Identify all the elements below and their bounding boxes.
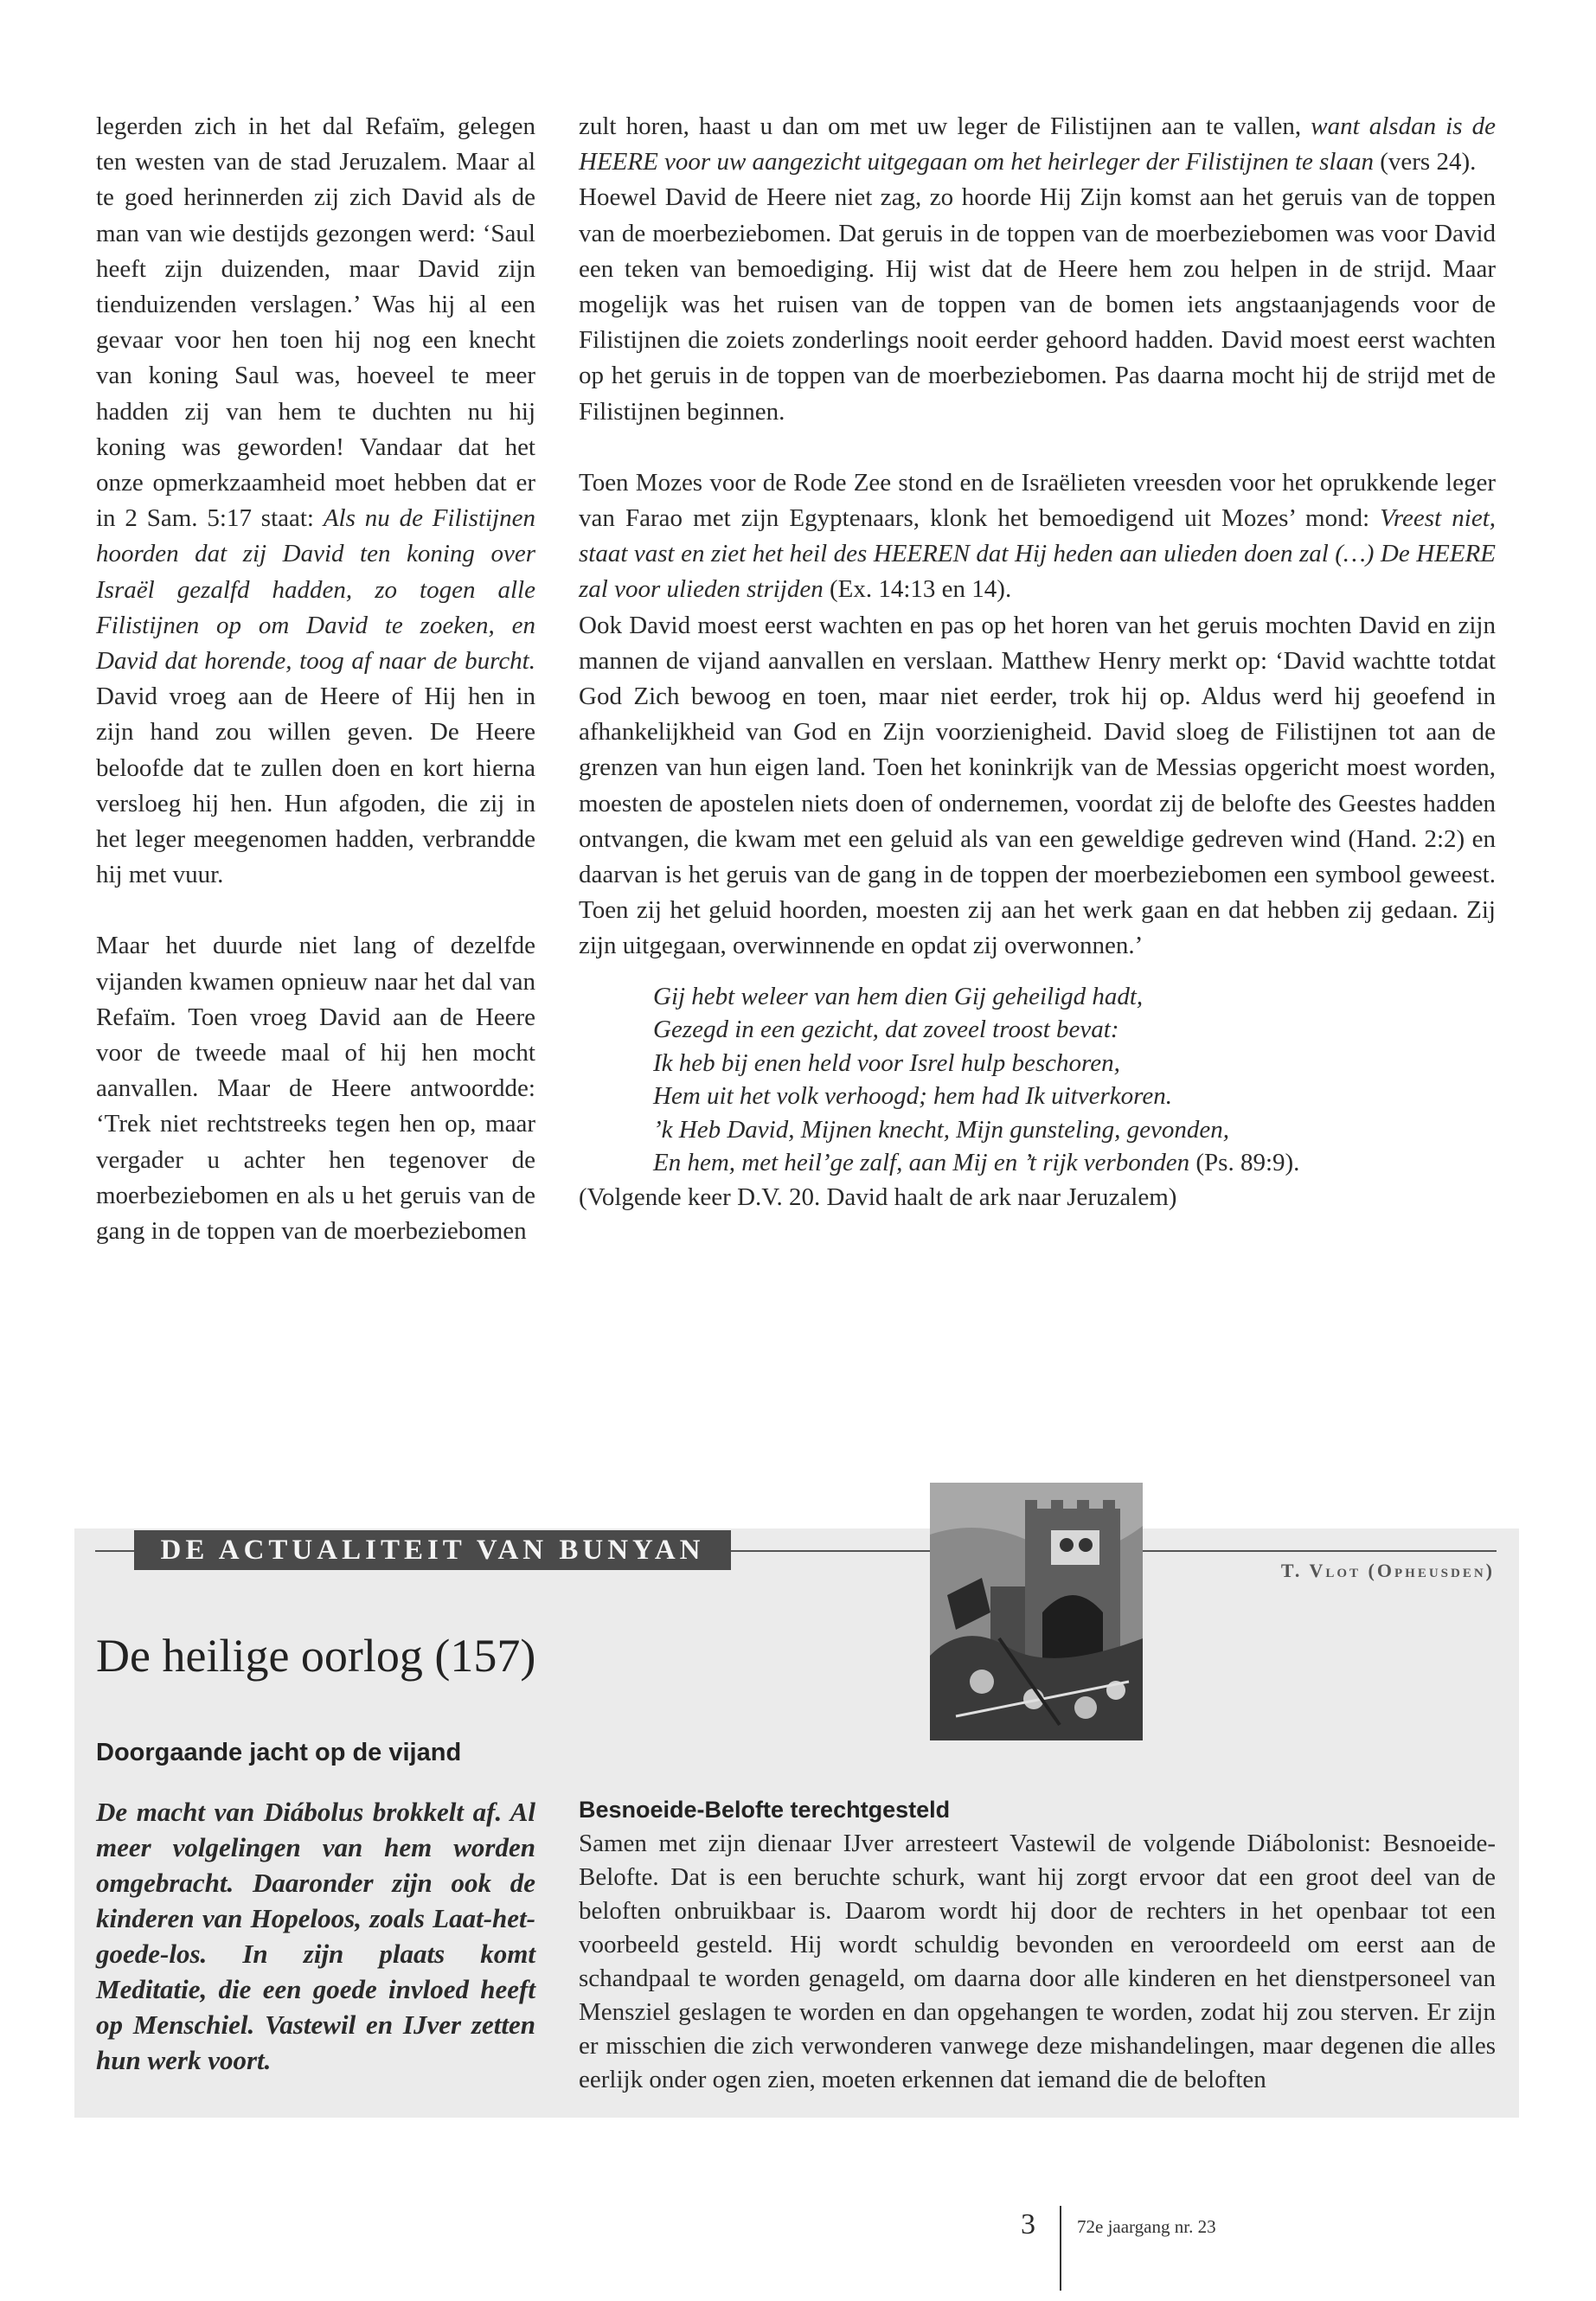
scripture-quote: want alsdan is de HEERE voor uw aangezicht uitgegaan om het heirleger der Filistijnen te slaan <box>579 112 1496 176</box>
left-paragraph-2: Maar het duurde niet lang of dezelfde vijanden kwamen opnieuw naar het dal van Refaïm. Toen vroeg David aan de Heere voor de tweede maal of hij hen mocht aanvallen. Maar de Heere antwoordde: ‘Trek niet rechtstreeks tegen hen op, maar vergader u achter hen tegenover de moerbeziebomen en als u het geruis van de gang in de toppen van de moerbeziebomen <box>96 932 535 1246</box>
right-paragraph-4: Ook David moest eerst wachten en pas op het horen van het geruis mochten David en zijn mannen de vijand aanvallen en verslaan. Matthew Henry merkt op: ‘David wachtte totdat God Zich bewoog en toen, maar niet eerder, trok hij op. Aldus werd hij geoefend in afhankelijkheid van God en Zijn voorzienigheid. David sloeg de Filistijnen tot aan de grenzen van hun eigen land. Toen het koninkrijk van de Messias opgericht moest worden, moesten de apostelen niets doen of ondernemen, voordat zij de belofte des Geestes hadden ontvangen, die kwam met een geluid als van een geweldige gedreven wind (Hand. 2:2) en daarvan is het geruis van de gang in de toppen der moerbeziebomen een symbool geweest. Toen zij het geluid hoorden, moesten zij aan het werk gaan en dat hebben zij gedaan. Zij zijn uitgegaan, overwinnende en opdat zij overwonnen.’ <box>579 611 1496 960</box>
subtitle-right: Besnoeide-Belofte terechtgesteld <box>579 1797 951 1823</box>
left-paragraph-1: legerden zich in het dal Refaïm, gelegen ten westen van de stad Jeruzalem. Maar al te goed herinnerden zij zich David als de man van wie destijds gezongen werd: ‘Saul heeft zijn duizenden, maar David zijn tienduizenden verslagen.’ Was hij al een gevaar voor hen toen hij nog een knecht van koning Saul was, hoeveel te meer hadden zij van hem te duchten nu hij koning was geworden! Vandaar dat het onze opmerkzaamheid moet hebben dat er in 2 Sam. 5:17 staat: Als nu de Filistijnen hoorden dat zij David ten koning over Israël gezalfd hadden, zo togen alle Filistijnen op om David te zoeken, en David dat horende, toog af naar de burcht. David vroeg aan de Heere of Hij hen in zijn hand zou willen geven. De Heere beloofde dat te zullen doen en kort hierna versloeg hij hen. Hun afgoden, die zij in het leger meegenomen hadden, verbrandde hij met vuur. <box>96 112 535 889</box>
left-column <box>96 109 535 1249</box>
right-paragraph-2: Hoewel David de Heere niet zag, zo hoorde Hij Zijn komst aan het geruis van de toppen van de moerbeziebomen. Dat geruis in de toppen van de moerbeziebomen was voor David een teken van bemoediging. Hij wist dat de Heere hem zou helpen in de strijd. Maar mogelijk was het ruisen van de toppen van de bomen iets angstaanjagends voor de Filistijnen die zoiets zonderlings nooit eerder gehoord hadden. David moest eerst wachten op het geruis in de toppen van de moerbeziebomen. Pas daarna mocht hij de strijd met de Filistijnen beginnen. <box>579 183 1496 426</box>
next-episode-note: (Volgende keer D.V. 20. David haalt de ark naar Jeruzalem) <box>579 1183 1177 1211</box>
right-column <box>579 109 1496 1215</box>
poem-line: Gezegd in een gezicht, dat zoveel troost bevat: <box>653 1016 1119 1044</box>
poem-line: Hem uit het volk verhoogd; hem had Ik uitverkoren. <box>653 1082 1172 1111</box>
poem-line: ’k Heb David, Mijnen knecht, Mijn gunsteling, gevonden, <box>653 1115 1229 1144</box>
scripture-quote: Vreest niet, staat vast en ziet het heil des HEEREN dat Hij heden aan ulieden doen zal (…) De HEERE zal voor ulieden strijden <box>579 504 1496 604</box>
series-heading: DE ACTUALITEIT VAN BUNYAN <box>134 1530 731 1570</box>
article-title: De heilige oorlog (157) <box>96 1630 536 1682</box>
poem-line: Gij hebt weleer van hem dien Gij geheiligd hadt, <box>653 982 1144 1010</box>
issue-label: 72e jaargang nr. 23 <box>1077 2216 1216 2237</box>
poem-line: Ik heb bij enen held voor Isrel hulp beschoren, <box>653 1048 1120 1077</box>
right-paragraph-3: Toen Mozes voor de Rode Zee stond en de Israëlieten vreesden voor het oprukkende leger van Farao met zijn Egyptenaars, klonk het bemoedigend uit Mozes’ mond: Vreest niet, staat vast en ziet het heil des HEEREN dat Hij heden aan ulieden doen zal (…) De HEERE zal voor ulieden strijden (Ex. 14:13 en 14). <box>579 468 1496 604</box>
scripture-quote: Als nu de Filistijnen hoorden dat zij David ten koning over Israël gezalfd hadden, zo togen alle Filistijnen op om David te zoeken, en David dat horende, toog af naar de burcht. <box>96 504 535 676</box>
article-body: Samen met zijn dienaar IJver arresteert Vastewil de volgende Diábolonist: Besnoeide-Belofte. Dat is een beruchte schurk, want hij zorgt ervoor dat een groot deel van de beloften onbruikbaar is. Daarom wordt hij door de rechters in het openbaar tot een voorbeeld gesteld. Hij wordt schuldig bevonden en veroordeeld om eerst aan de schandpaal te worden genageld, om daarna door alle kinderen en het dienstpersoneel van Mensziel geslagen te worden en dan opgehangen te worden, zodat hij zou sterven. Er zijn er misschien die zich verwonderen vanwege deze mishandelingen, maar degenen die alles eerlijk onder ogen zien, moeten erkennen dat iemand die de beloften <box>579 1830 1496 2093</box>
right-paragraph-1: zult horen, haast u dan om met uw leger de Filistijnen aan te vallen, want alsdan is de HEERE voor uw aangezicht uitgegaan om het heirleger der Filistijnen te slaan (vers 24). <box>579 112 1496 176</box>
subtitle-left: Doorgaande jacht op de vijand <box>96 1739 462 1766</box>
author-byline: T. Vlot (Opheusden) <box>1280 1560 1495 1581</box>
page-number: 3 <box>1021 2208 1035 2240</box>
castle-illustration <box>930 1483 1143 1740</box>
poem-line-last: En hem, met heil’ge zalf, aan Mij en ’t rijk verbonden (Ps. 89:9). <box>653 1149 1300 1177</box>
footer-divider <box>1060 2206 1061 2291</box>
intro-lead: De macht van Diábolus brokkelt af. Al meer volgelingen van hem worden omgebracht. Daaronder zijn ook de kinderen van Hopeloos, zoals Laat-het-goede-los. In zijn plaats komt Meditatie, die een goede invloed heeft op Menschiel. Vastewil en IJver zetten hun werk voort. <box>96 1797 535 2075</box>
psalm-poem <box>653 980 1496 1180</box>
castle-siege-engraving <box>930 1483 1143 1740</box>
